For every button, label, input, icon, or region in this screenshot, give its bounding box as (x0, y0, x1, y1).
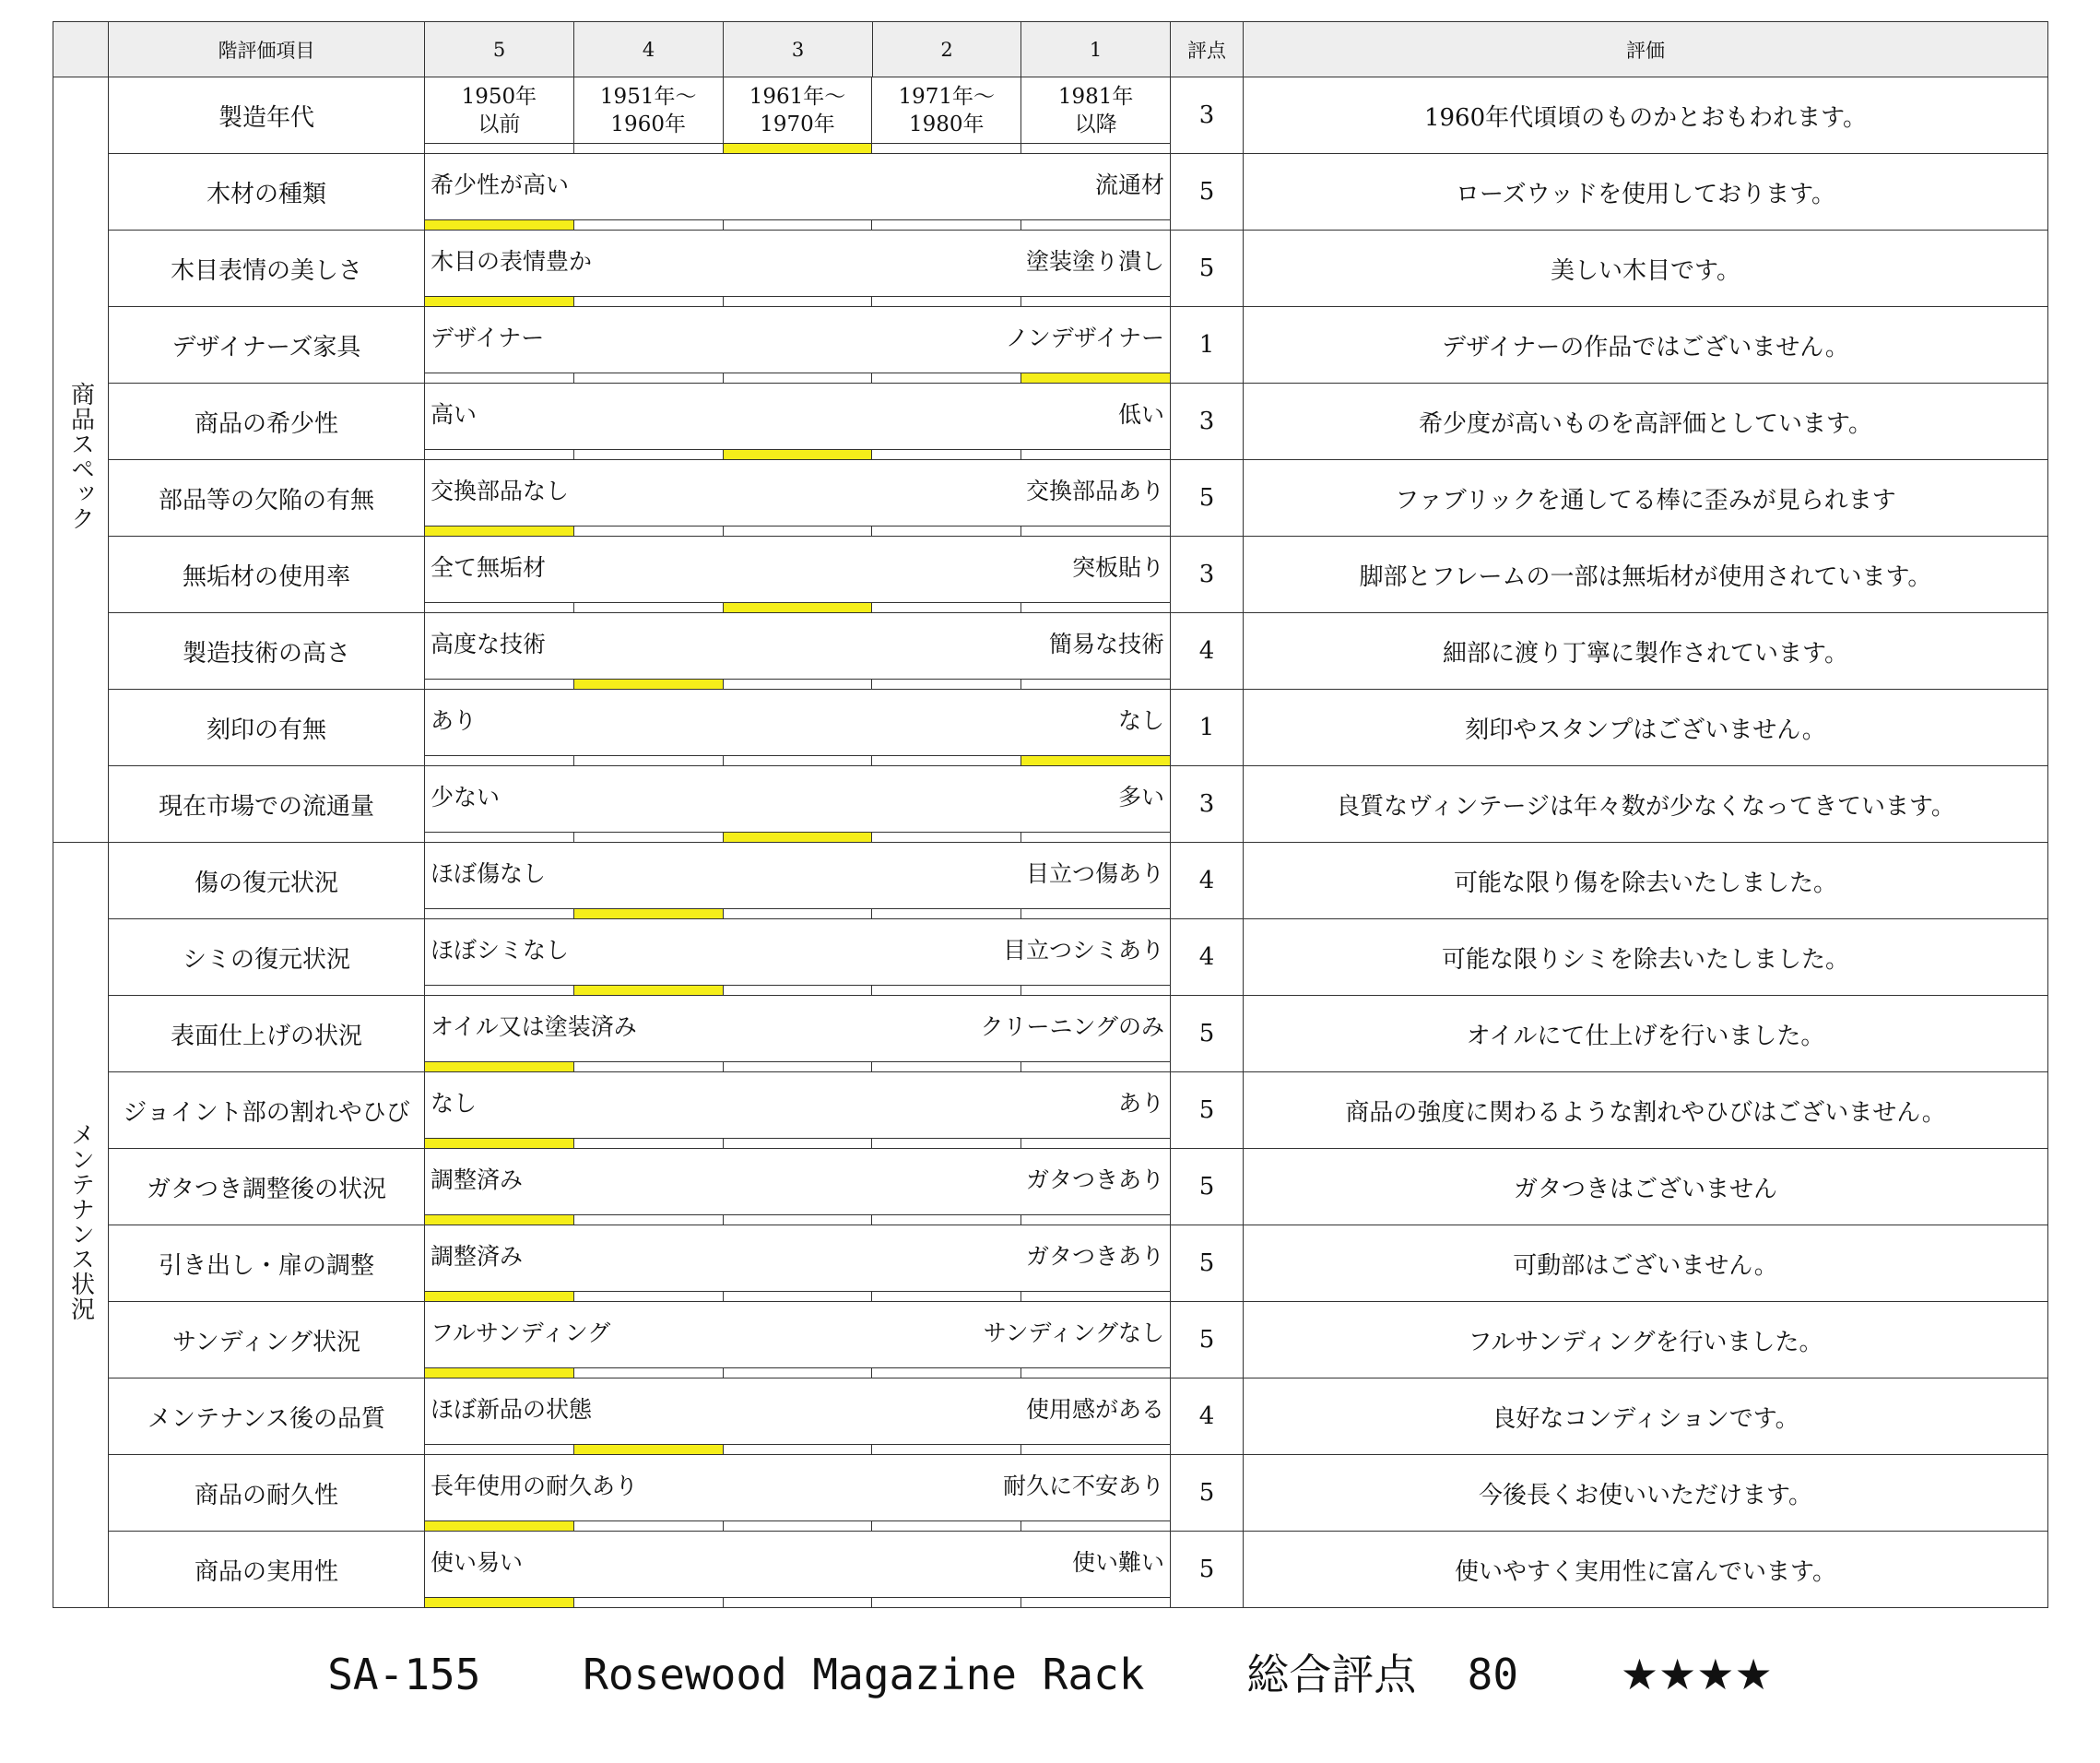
rating-segment (872, 1215, 1021, 1225)
rating-segment (724, 1445, 873, 1454)
score-value: 5 (1171, 996, 1244, 1072)
rating-segment (574, 1139, 724, 1148)
table-row (53, 537, 2048, 613)
score-value: 3 (1171, 537, 1244, 613)
table-row (53, 1072, 2048, 1149)
evaluation-comment: 細部に渡り丁寧に製作されています。 (1244, 613, 2048, 690)
score-value: 5 (1171, 1072, 1244, 1149)
scale-left-label: ほぼ新品の状態 (431, 1396, 593, 1423)
rating-marker (425, 1139, 574, 1148)
year-range-label: 1950年 以前 (425, 77, 574, 144)
rating-marker (574, 909, 724, 918)
product-code: SA-155 (327, 1650, 481, 1699)
scale-left-label: 少ない (431, 784, 501, 811)
score-value: 3 (1171, 77, 1244, 154)
scale-left-label: あり (431, 707, 478, 734)
rating-scale (425, 231, 1171, 307)
rating-track (425, 1367, 1170, 1378)
item-name: 刻印の有無 (109, 690, 425, 766)
table-row (53, 1378, 2048, 1455)
scale-left-label: 木目の表情豊か (431, 248, 593, 275)
scale-left-label: ほぼシミなし (431, 937, 570, 964)
rating-segment (1021, 909, 1170, 918)
rating-segment (1021, 603, 1170, 612)
evaluation-comment: 美しい木目です。 (1244, 231, 2048, 307)
table-row (53, 843, 2048, 919)
scale-right-label: サンディングなし (983, 1319, 1164, 1346)
rating-segment (724, 1368, 873, 1378)
rating-segment (1021, 1292, 1170, 1301)
item-name: 無垢材の使用率 (109, 537, 425, 613)
table-row (53, 231, 2048, 307)
star-rating: ★★★★ (1620, 1650, 1773, 1699)
table-body (53, 77, 2048, 1608)
rating-scale (425, 690, 1171, 766)
rating-segment (872, 144, 1021, 153)
rating-marker (574, 680, 724, 689)
rating-marker (425, 1598, 574, 1607)
score-value: 1 (1171, 307, 1244, 384)
rating-track (425, 679, 1170, 689)
rating-scale (425, 77, 1171, 154)
evaluation-comment: 希少度が高いものを高評価としています。 (1244, 384, 2048, 460)
scale-left-label: 調整済み (431, 1243, 524, 1270)
rating-segment (724, 373, 873, 383)
rating-segment (872, 986, 1021, 995)
item-name: デザイナーズ家具 (109, 307, 425, 384)
score-value: 4 (1171, 919, 1244, 996)
rating-segment (872, 1062, 1021, 1071)
rating-segment (724, 1062, 873, 1071)
rating-track (425, 296, 1170, 306)
rating-segment (425, 373, 574, 383)
evaluation-comment: ローズウッドを使用しております。 (1244, 154, 2048, 231)
rating-segment (872, 756, 1021, 765)
scale-right-label: 塗装塗り潰し (1025, 248, 1164, 275)
header-grade-4: 4 (574, 22, 724, 77)
year-range-label: 1961年〜 1970年 (724, 77, 873, 144)
rating-segment (724, 986, 873, 995)
rating-segment (1021, 1062, 1170, 1071)
score-value: 5 (1171, 460, 1244, 537)
rating-segment (872, 450, 1021, 459)
rating-segment (1021, 1368, 1170, 1378)
rating-marker (425, 527, 574, 536)
table-row (53, 613, 2048, 690)
rating-segment (574, 527, 724, 536)
rating-track (425, 1520, 1170, 1531)
rating-scale (425, 537, 1171, 613)
product-summary (0, 1641, 2100, 1702)
item-name: シミの復元状況 (109, 919, 425, 996)
score-value: 4 (1171, 843, 1244, 919)
score-value: 5 (1171, 1302, 1244, 1378)
scale-right-label: 目立つシミあり (1002, 937, 1164, 964)
rating-scale (425, 1225, 1171, 1302)
scale-left-label: オイル又は塗装済み (431, 1013, 637, 1040)
scale-left-label: なし (431, 1090, 478, 1117)
item-name: 商品の希少性 (109, 384, 425, 460)
table-row (53, 919, 2048, 996)
scale-right-label: ガタつきあり (1025, 1166, 1164, 1193)
rating-marker (1021, 756, 1170, 765)
rating-scale (425, 1302, 1171, 1378)
rating-segment (574, 450, 724, 459)
rating-segment (1021, 527, 1170, 536)
rating-segment (574, 1598, 724, 1607)
scale-right-label: 耐久に不安あり (1002, 1473, 1164, 1499)
scale-left-label: 希少性が高い (431, 172, 570, 198)
table-row (53, 460, 2048, 537)
rating-segment (872, 1368, 1021, 1378)
rating-track (425, 832, 1170, 842)
rating-segment (425, 450, 574, 459)
rating-track (425, 219, 1170, 230)
rating-segment (872, 1598, 1021, 1607)
score-value: 1 (1171, 690, 1244, 766)
rating-marker (574, 986, 724, 995)
evaluation-comment: 使いやすく実用性に富んでいます。 (1244, 1532, 2048, 1608)
scale-right-label: 低い (1117, 401, 1164, 428)
rating-segment (1021, 1598, 1170, 1607)
rating-segment (1021, 297, 1170, 306)
scale-right-label: あり (1117, 1090, 1164, 1117)
item-name: 部品等の欠陥の有無 (109, 460, 425, 537)
rating-marker (724, 144, 873, 153)
score-value: 3 (1171, 384, 1244, 460)
rating-scale (425, 384, 1171, 460)
score-value: 5 (1171, 231, 1244, 307)
score-value: 3 (1171, 766, 1244, 843)
rating-segment (724, 527, 873, 536)
rating-scale (425, 307, 1171, 384)
rating-segment (1021, 1139, 1170, 1148)
score-value: 5 (1171, 1225, 1244, 1302)
year-range-label: 1981年 以降 (1057, 85, 1134, 136)
rating-marker (1021, 373, 1170, 383)
rating-track (425, 602, 1170, 612)
rating-track (425, 1444, 1170, 1454)
table-row (53, 1455, 2048, 1532)
table-row (53, 766, 2048, 843)
item-name: 製造技術の高さ (109, 613, 425, 690)
rating-segment (724, 909, 873, 918)
item-name: 商品の実用性 (109, 1532, 425, 1608)
rating-marker (574, 1445, 724, 1454)
rating-segment (724, 297, 873, 306)
evaluation-comment: 良好なコンディションです。 (1244, 1378, 2048, 1455)
group-label (53, 843, 109, 1608)
rating-segment (872, 680, 1021, 689)
item-name: 表面仕上げの状況 (109, 996, 425, 1072)
evaluation-comment: 今後長くお使いいただけます。 (1244, 1455, 2048, 1532)
rating-track (425, 908, 1170, 918)
rating-segment (724, 680, 873, 689)
table-row (53, 1225, 2048, 1302)
score-value: 5 (1171, 1455, 1244, 1532)
header-item: 階評価項目 (109, 22, 425, 77)
rating-segment (574, 603, 724, 612)
scale-right-label: ガタつきあり (1025, 1243, 1164, 1270)
rating-segment (1021, 1445, 1170, 1454)
rating-segment (425, 144, 574, 153)
scale-left-label: 高度な技術 (431, 631, 547, 657)
rating-track (425, 449, 1170, 459)
rating-scale (425, 1455, 1171, 1532)
rating-segment (724, 1598, 873, 1607)
rating-track (425, 143, 1170, 153)
table-row (53, 1302, 2048, 1378)
score-value: 5 (1171, 154, 1244, 231)
rating-scale (425, 766, 1171, 843)
item-name: 木目表情の美しさ (109, 231, 425, 307)
rating-segment (574, 1521, 724, 1531)
scale-left-label: 高い (431, 401, 478, 428)
scale-right-label: 簡易な技術 (1048, 631, 1164, 657)
item-name: ジョイント部の割れやひび (109, 1072, 425, 1149)
scale-left-label: ほぼ傷なし (431, 860, 547, 887)
rating-segment (872, 909, 1021, 918)
rating-scale (425, 154, 1171, 231)
scale-right-label: 使用感がある (1025, 1396, 1164, 1423)
header-comment: 評価 (1244, 22, 2048, 77)
rating-scale (425, 1532, 1171, 1608)
scale-right-label: 交換部品あり (1025, 478, 1164, 504)
rating-marker (724, 833, 873, 842)
rating-scale (425, 1378, 1171, 1455)
table-row (53, 307, 2048, 384)
rating-segment (574, 1292, 724, 1301)
group-label (53, 77, 109, 843)
rating-segment (872, 297, 1021, 306)
evaluation-comment: 刻印やスタンプはございません。 (1244, 690, 2048, 766)
rating-scale (425, 1072, 1171, 1149)
item-name: ガタつき調整後の状況 (109, 1149, 425, 1225)
scale-right-label: ノンデザイナー (1005, 325, 1164, 351)
rating-segment (574, 1368, 724, 1378)
rating-marker (425, 1368, 574, 1378)
rating-segment (1021, 450, 1170, 459)
header-grade-3: 3 (724, 22, 873, 77)
rating-marker (425, 1292, 574, 1301)
evaluation-comment: オイルにて仕上げを行いました。 (1244, 996, 2048, 1072)
rating-segment (425, 909, 574, 918)
rating-segment (574, 756, 724, 765)
header-grade-2: 2 (873, 22, 1021, 77)
table-row (53, 154, 2048, 231)
rating-segment (872, 220, 1021, 230)
rating-segment (425, 833, 574, 842)
rating-segment (872, 833, 1021, 842)
rating-segment (724, 1292, 873, 1301)
rating-segment (574, 144, 724, 153)
item-name: 引き出し・扉の調整 (109, 1225, 425, 1302)
rating-segment (1021, 1215, 1170, 1225)
rating-segment (1021, 144, 1170, 153)
rating-segment (574, 373, 724, 383)
item-name: 木材の種類 (109, 154, 425, 231)
rating-segment (425, 756, 574, 765)
header-grade-5: 5 (425, 22, 574, 77)
rating-marker (425, 1062, 574, 1071)
rating-segment (872, 1139, 1021, 1148)
item-name: 製造年代 (109, 77, 425, 154)
scale-left-label: 全て無垢材 (431, 554, 547, 581)
evaluation-comment: フルサンディングを行いました。 (1244, 1302, 2048, 1378)
scale-left-label: デザイナー (431, 325, 545, 351)
header-score: 評点 (1171, 22, 1244, 77)
evaluation-comment: 良質なヴィンテージは年々数が少なくなってきています。 (1244, 766, 2048, 843)
rating-marker (425, 220, 574, 230)
rating-segment (425, 680, 574, 689)
rating-segment (1021, 833, 1170, 842)
rating-segment (1021, 680, 1170, 689)
year-range-label: 1971年〜 1980年 (872, 77, 1021, 144)
rating-segment (574, 297, 724, 306)
item-name: 商品の耐久性 (109, 1455, 425, 1532)
table-row (53, 1532, 2048, 1608)
rating-segment (1021, 220, 1170, 230)
rating-segment (872, 1445, 1021, 1454)
table-row (53, 77, 2048, 154)
header-row (53, 22, 2048, 77)
evaluation-comment: 商品の強度に関わるような割れやひびはございません。 (1244, 1072, 2048, 1149)
rating-track (425, 526, 1170, 536)
group-label-text: 商品スペック (66, 381, 95, 531)
rating-scale (425, 919, 1171, 996)
rating-segment (1021, 1521, 1170, 1531)
evaluation-comment: 脚部とフレームの一部は無垢材が使用されています。 (1244, 537, 2048, 613)
scale-right-label: なし (1117, 707, 1164, 734)
item-name: メンテナンス後の品質 (109, 1378, 425, 1455)
score-value: 4 (1171, 613, 1244, 690)
rating-segment (574, 1215, 724, 1225)
year-range-label: 1951年〜 1960年 (574, 77, 724, 144)
rating-track (425, 985, 1170, 995)
rating-segment (1021, 986, 1170, 995)
rating-track (425, 1061, 1170, 1071)
evaluation-comment: ファブリックを通してる棒に歪みが見られます (1244, 460, 2048, 537)
total-score-value: 80 (1467, 1650, 1519, 1699)
scale-right-label: 目立つ傷あり (1025, 860, 1164, 887)
rating-segment (872, 1292, 1021, 1301)
evaluation-comment: デザイナーの作品ではございません。 (1244, 307, 2048, 384)
item-name: 現在市場での流通量 (109, 766, 425, 843)
score-value: 5 (1171, 1532, 1244, 1608)
table-row (53, 996, 2048, 1072)
scale-right-label: クリーニングのみ (980, 1013, 1164, 1040)
rating-segment (872, 1521, 1021, 1531)
scale-left-label: 長年使用の耐久あり (431, 1473, 639, 1499)
rating-track (425, 1597, 1170, 1607)
scale-left-label: 調整済み (431, 1166, 524, 1193)
scale-right-label: 流通材 (1094, 172, 1164, 198)
table-row (53, 690, 2048, 766)
table-row (53, 384, 2048, 460)
rating-track (425, 373, 1170, 383)
rating-scale (425, 843, 1171, 919)
rating-segment (574, 833, 724, 842)
rating-segment (872, 373, 1021, 383)
group-label-text: メンテナンス状況 (66, 1121, 95, 1321)
rating-track (425, 755, 1170, 765)
scale-right-label: 使い難い (1071, 1549, 1164, 1576)
rating-segment (872, 527, 1021, 536)
score-value: 4 (1171, 1378, 1244, 1455)
item-name: 傷の復元状況 (109, 843, 425, 919)
rating-scale (425, 996, 1171, 1072)
rating-track (425, 1214, 1170, 1225)
rating-segment (872, 603, 1021, 612)
rating-marker (425, 1215, 574, 1225)
rating-segment (425, 1445, 574, 1454)
rating-segment (724, 756, 873, 765)
table-row (53, 1149, 2048, 1225)
rating-segment (724, 220, 873, 230)
item-name: サンディング状況 (109, 1302, 425, 1378)
rating-segment (425, 603, 574, 612)
rating-track (425, 1138, 1170, 1148)
rating-segment (724, 1139, 873, 1148)
total-score-label: 総合評点 (1246, 1650, 1417, 1699)
rating-scale (425, 1149, 1171, 1225)
header-blank (53, 22, 109, 77)
rating-scale (425, 613, 1171, 690)
evaluation-comment: 可能な限りシミを除去いたしました。 (1244, 919, 2048, 996)
scale-left-label: 交換部品なし (431, 478, 570, 504)
rating-marker (724, 603, 873, 612)
rating-marker (724, 450, 873, 459)
product-name: Rosewood Magazine Rack (583, 1650, 1145, 1699)
rating-segment (425, 986, 574, 995)
scale-left-label: 使い易い (431, 1549, 524, 1576)
year-range-row (425, 77, 1170, 144)
rating-segment (574, 220, 724, 230)
rating-marker (425, 297, 574, 306)
rating-segment (574, 1062, 724, 1071)
evaluation-comment: 可動部はございません。 (1244, 1225, 2048, 1302)
score-value: 5 (1171, 1149, 1244, 1225)
scale-right-label: 多い (1117, 784, 1164, 811)
rating-segment (724, 1215, 873, 1225)
rating-scale (425, 460, 1171, 537)
header-grade-1: 1 (1021, 22, 1171, 77)
evaluation-comment: ガタつきはございません (1244, 1149, 2048, 1225)
rating-segment (724, 1521, 873, 1531)
evaluation-comment: 1960年代頃頃のものかとおもわれます。 (1244, 77, 2048, 154)
scale-left-label: フルサンディング (431, 1319, 611, 1346)
rating-track (425, 1291, 1170, 1301)
evaluation-table (53, 21, 2048, 1608)
evaluation-comment: 可能な限り傷を除去いたしました。 (1244, 843, 2048, 919)
scale-right-label: 突板貼り (1071, 554, 1164, 581)
rating-marker (425, 1521, 574, 1531)
